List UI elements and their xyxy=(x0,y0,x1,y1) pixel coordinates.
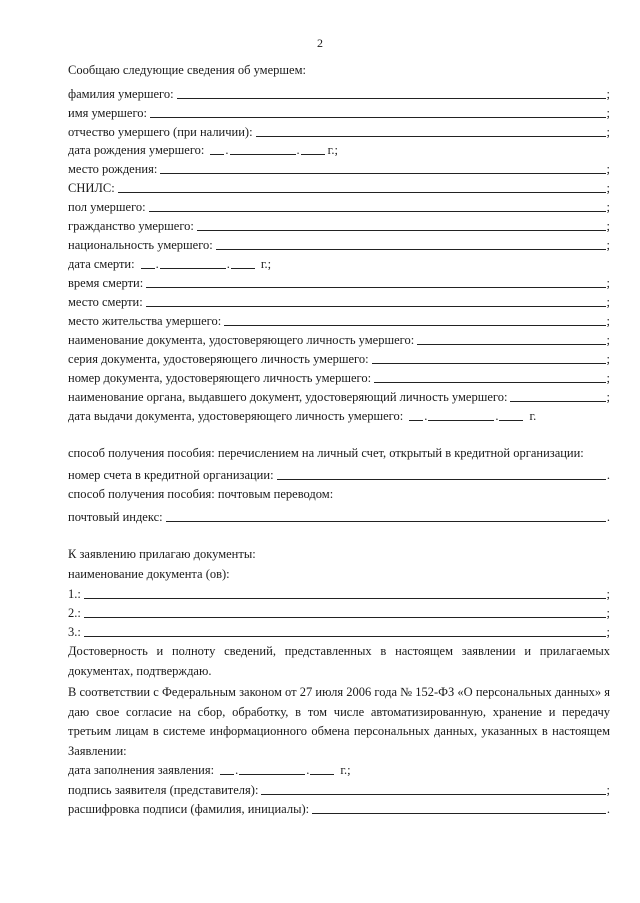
attachment-input-1[interactable] xyxy=(84,598,606,599)
signature-field-line xyxy=(68,780,610,798)
death-place-field-line xyxy=(68,292,610,310)
name-label: имя умершего: xyxy=(68,106,147,120)
line-end-mark: ; xyxy=(606,606,610,620)
death-date-suffix: г.; xyxy=(260,257,272,271)
issue-year-input[interactable] xyxy=(499,420,523,421)
id-doc-number-field-line xyxy=(68,368,610,386)
line-end-mark: . xyxy=(606,802,610,816)
death-place-label: место смерти: xyxy=(68,295,143,309)
snils-label: СНИЛС: xyxy=(68,181,115,195)
sex-input-line[interactable] xyxy=(149,211,606,212)
issuing-authority-input-line[interactable] xyxy=(510,401,605,402)
birth-year-input[interactable] xyxy=(301,154,325,155)
snils-field-line xyxy=(68,178,610,196)
attachment-label-3: 3.: xyxy=(68,625,81,639)
signature-decode-input-line[interactable] xyxy=(312,813,606,814)
residence-field-line xyxy=(68,311,610,329)
death-time-label: время смерти: xyxy=(68,276,144,290)
payment-method-postal: способ получения пособия: почтовым переводом: xyxy=(68,487,334,501)
line-end-mark: ; xyxy=(606,219,610,233)
payment-method-account: способ получения пособия: перечислением на личный счет, открытый в кредитной организации: xyxy=(68,446,584,460)
account-number-input-line[interactable] xyxy=(277,479,606,480)
id-doc-name-label: наименование документа, удостоверяющего личность умершего: xyxy=(68,333,415,347)
doc-issue-date-label: дата выдачи документа, удостоверяющего личность умершего: xyxy=(68,409,404,423)
fill-month-input[interactable] xyxy=(239,774,305,775)
fill-date-suffix: г.; xyxy=(340,763,351,777)
patronymic-field-line xyxy=(68,122,610,140)
intro-text: Сообщаю следующие сведения об умершем: xyxy=(68,63,306,77)
account-number-label: номер счета в кредитной организации: xyxy=(68,468,274,482)
surname-field-line xyxy=(68,84,610,102)
line-end-mark: ; xyxy=(606,625,610,639)
line-end-mark: ; xyxy=(606,390,610,404)
signature-label: подпись заявителя (представителя): xyxy=(68,783,259,797)
sex-field-line xyxy=(68,197,610,215)
id-doc-name-field-line xyxy=(68,330,610,348)
page-number: 2 xyxy=(317,36,323,50)
line-end-mark: ; xyxy=(606,162,610,176)
line-end-mark: ; xyxy=(606,314,610,328)
surname-input-line[interactable] xyxy=(177,98,606,99)
attachment-input-3[interactable] xyxy=(84,636,606,637)
id-doc-series-label: серия документа, удостоверяющего личность умершего: xyxy=(68,352,369,366)
fill-year-input[interactable] xyxy=(310,774,334,775)
line-end-mark: ; xyxy=(606,200,610,214)
death-day-input[interactable] xyxy=(141,268,155,269)
issue-day-input[interactable] xyxy=(409,420,423,421)
birth-date-label: дата рождения умершего: xyxy=(68,143,205,157)
line-end-mark: ; xyxy=(606,125,610,139)
doc-issue-date-suffix: г. xyxy=(529,409,537,423)
residence-label: место жительства умершего: xyxy=(68,314,222,328)
birthplace-label: место рождения: xyxy=(68,162,158,176)
birthplace-field-line xyxy=(68,159,610,177)
confirmation-paragraph: Достоверность и полноту сведений, представленных в настоящем заявлении и прилагаемых документах, подтверждаю. xyxy=(68,644,610,678)
birthplace-input-line[interactable] xyxy=(160,173,605,174)
issue-month-input[interactable] xyxy=(428,420,494,421)
name-input-line[interactable] xyxy=(150,117,606,118)
attachment-line-1 xyxy=(68,584,610,602)
death-date-label: дата смерти: xyxy=(68,257,135,271)
attachments-names-label: наименование документа (ов): xyxy=(68,567,230,581)
line-end-mark: ; xyxy=(606,181,610,195)
attachment-label-1: 1.: xyxy=(68,587,81,601)
nationality-input-line[interactable] xyxy=(216,249,606,250)
line-end-mark: ; xyxy=(606,238,610,252)
citizenship-input-line[interactable] xyxy=(197,230,606,231)
fill-day-input[interactable] xyxy=(220,774,234,775)
death-time-input-line[interactable] xyxy=(146,287,605,288)
line-end-mark: ; xyxy=(606,87,610,101)
birth-day-input[interactable] xyxy=(210,154,224,155)
patronymic-input-line[interactable] xyxy=(256,136,606,137)
residence-input-line[interactable] xyxy=(224,325,605,326)
issuing-authority-label: наименование органа, выдавшего документ, удостоверяющий личность умершего: xyxy=(68,390,508,404)
signature-decode-label: расшифровка подписи (фамилия, инициалы): xyxy=(68,802,310,816)
birth-date-suffix: г.; xyxy=(327,143,338,157)
doc-issue-date-field: дата выдачи документа, удостоверяющего личность умершего: . . г. xyxy=(68,409,537,423)
attachment-line-2 xyxy=(68,603,610,621)
postal-code-field-line xyxy=(68,507,610,525)
nationality-field-line xyxy=(68,235,610,253)
signature-input-line[interactable] xyxy=(261,794,605,795)
id-doc-name-input-line[interactable] xyxy=(417,344,605,345)
postal-code-label: почтовый индекс: xyxy=(68,510,163,524)
death-year-input[interactable] xyxy=(231,268,255,269)
fill-date-field: дата заполнения заявления: . . г.; xyxy=(68,763,351,777)
id-doc-number-label: номер документа, удостоверяющего личность умершего: xyxy=(68,371,372,385)
postal-code-input-line[interactable] xyxy=(166,521,606,522)
death-place-input-line[interactable] xyxy=(146,306,606,307)
line-end-mark: ; xyxy=(606,333,610,347)
citizenship-field-line xyxy=(68,216,610,234)
attachments-intro: К заявлению прилагаю документы: xyxy=(68,547,256,561)
line-end-mark: ; xyxy=(606,371,610,385)
signature-decode-field-line xyxy=(68,799,610,817)
sex-label: пол умершего: xyxy=(68,200,146,214)
line-end-mark: . xyxy=(606,510,610,524)
citizenship-label: гражданство умершего: xyxy=(68,219,194,233)
id-doc-number-input-line[interactable] xyxy=(374,382,605,383)
patronymic-label: отчество умершего (при наличии): xyxy=(68,125,253,139)
death-month-input[interactable] xyxy=(160,268,226,269)
birth-month-input[interactable] xyxy=(230,154,296,155)
consent-paragraph: В соответствии с Федеральным законом от 27 июля 2006 года № 152-ФЗ «О персональных данных» я даю свое согласие на сбор, обработку, в том числе автоматизированную, хранение и передачу третьим лицам в системе информационного обмена персональных данных, указанных в настоящем Заявлении: xyxy=(68,685,610,758)
line-end-mark: ; xyxy=(606,783,610,797)
attachment-input-2[interactable] xyxy=(84,617,606,618)
account-number-field-line xyxy=(68,465,610,483)
id-doc-series-input-line[interactable] xyxy=(372,363,606,364)
issuing-authority-field-line xyxy=(68,387,610,405)
attachment-line-3 xyxy=(68,622,610,640)
attachment-label-2: 2.: xyxy=(68,606,81,620)
surname-label: фамилия умершего: xyxy=(68,87,174,101)
fill-date-label: дата заполнения заявления: xyxy=(68,763,215,777)
line-end-mark: ; xyxy=(606,276,610,290)
birth-date-field: дата рождения умершего: . . г.; xyxy=(68,143,338,157)
line-end-mark: ; xyxy=(606,106,610,120)
name-field-line xyxy=(68,103,610,121)
death-date-field: дата смерти: . . г.; xyxy=(68,257,272,271)
nationality-label: национальность умершего: xyxy=(68,238,213,252)
snils-input-line[interactable] xyxy=(118,192,606,193)
line-end-mark: ; xyxy=(606,587,610,601)
line-end-mark: ; xyxy=(606,295,610,309)
id-doc-series-field-line xyxy=(68,349,610,367)
death-time-field-line xyxy=(68,273,610,291)
line-end-mark: ; xyxy=(606,352,610,366)
line-end-mark: . xyxy=(606,468,610,482)
